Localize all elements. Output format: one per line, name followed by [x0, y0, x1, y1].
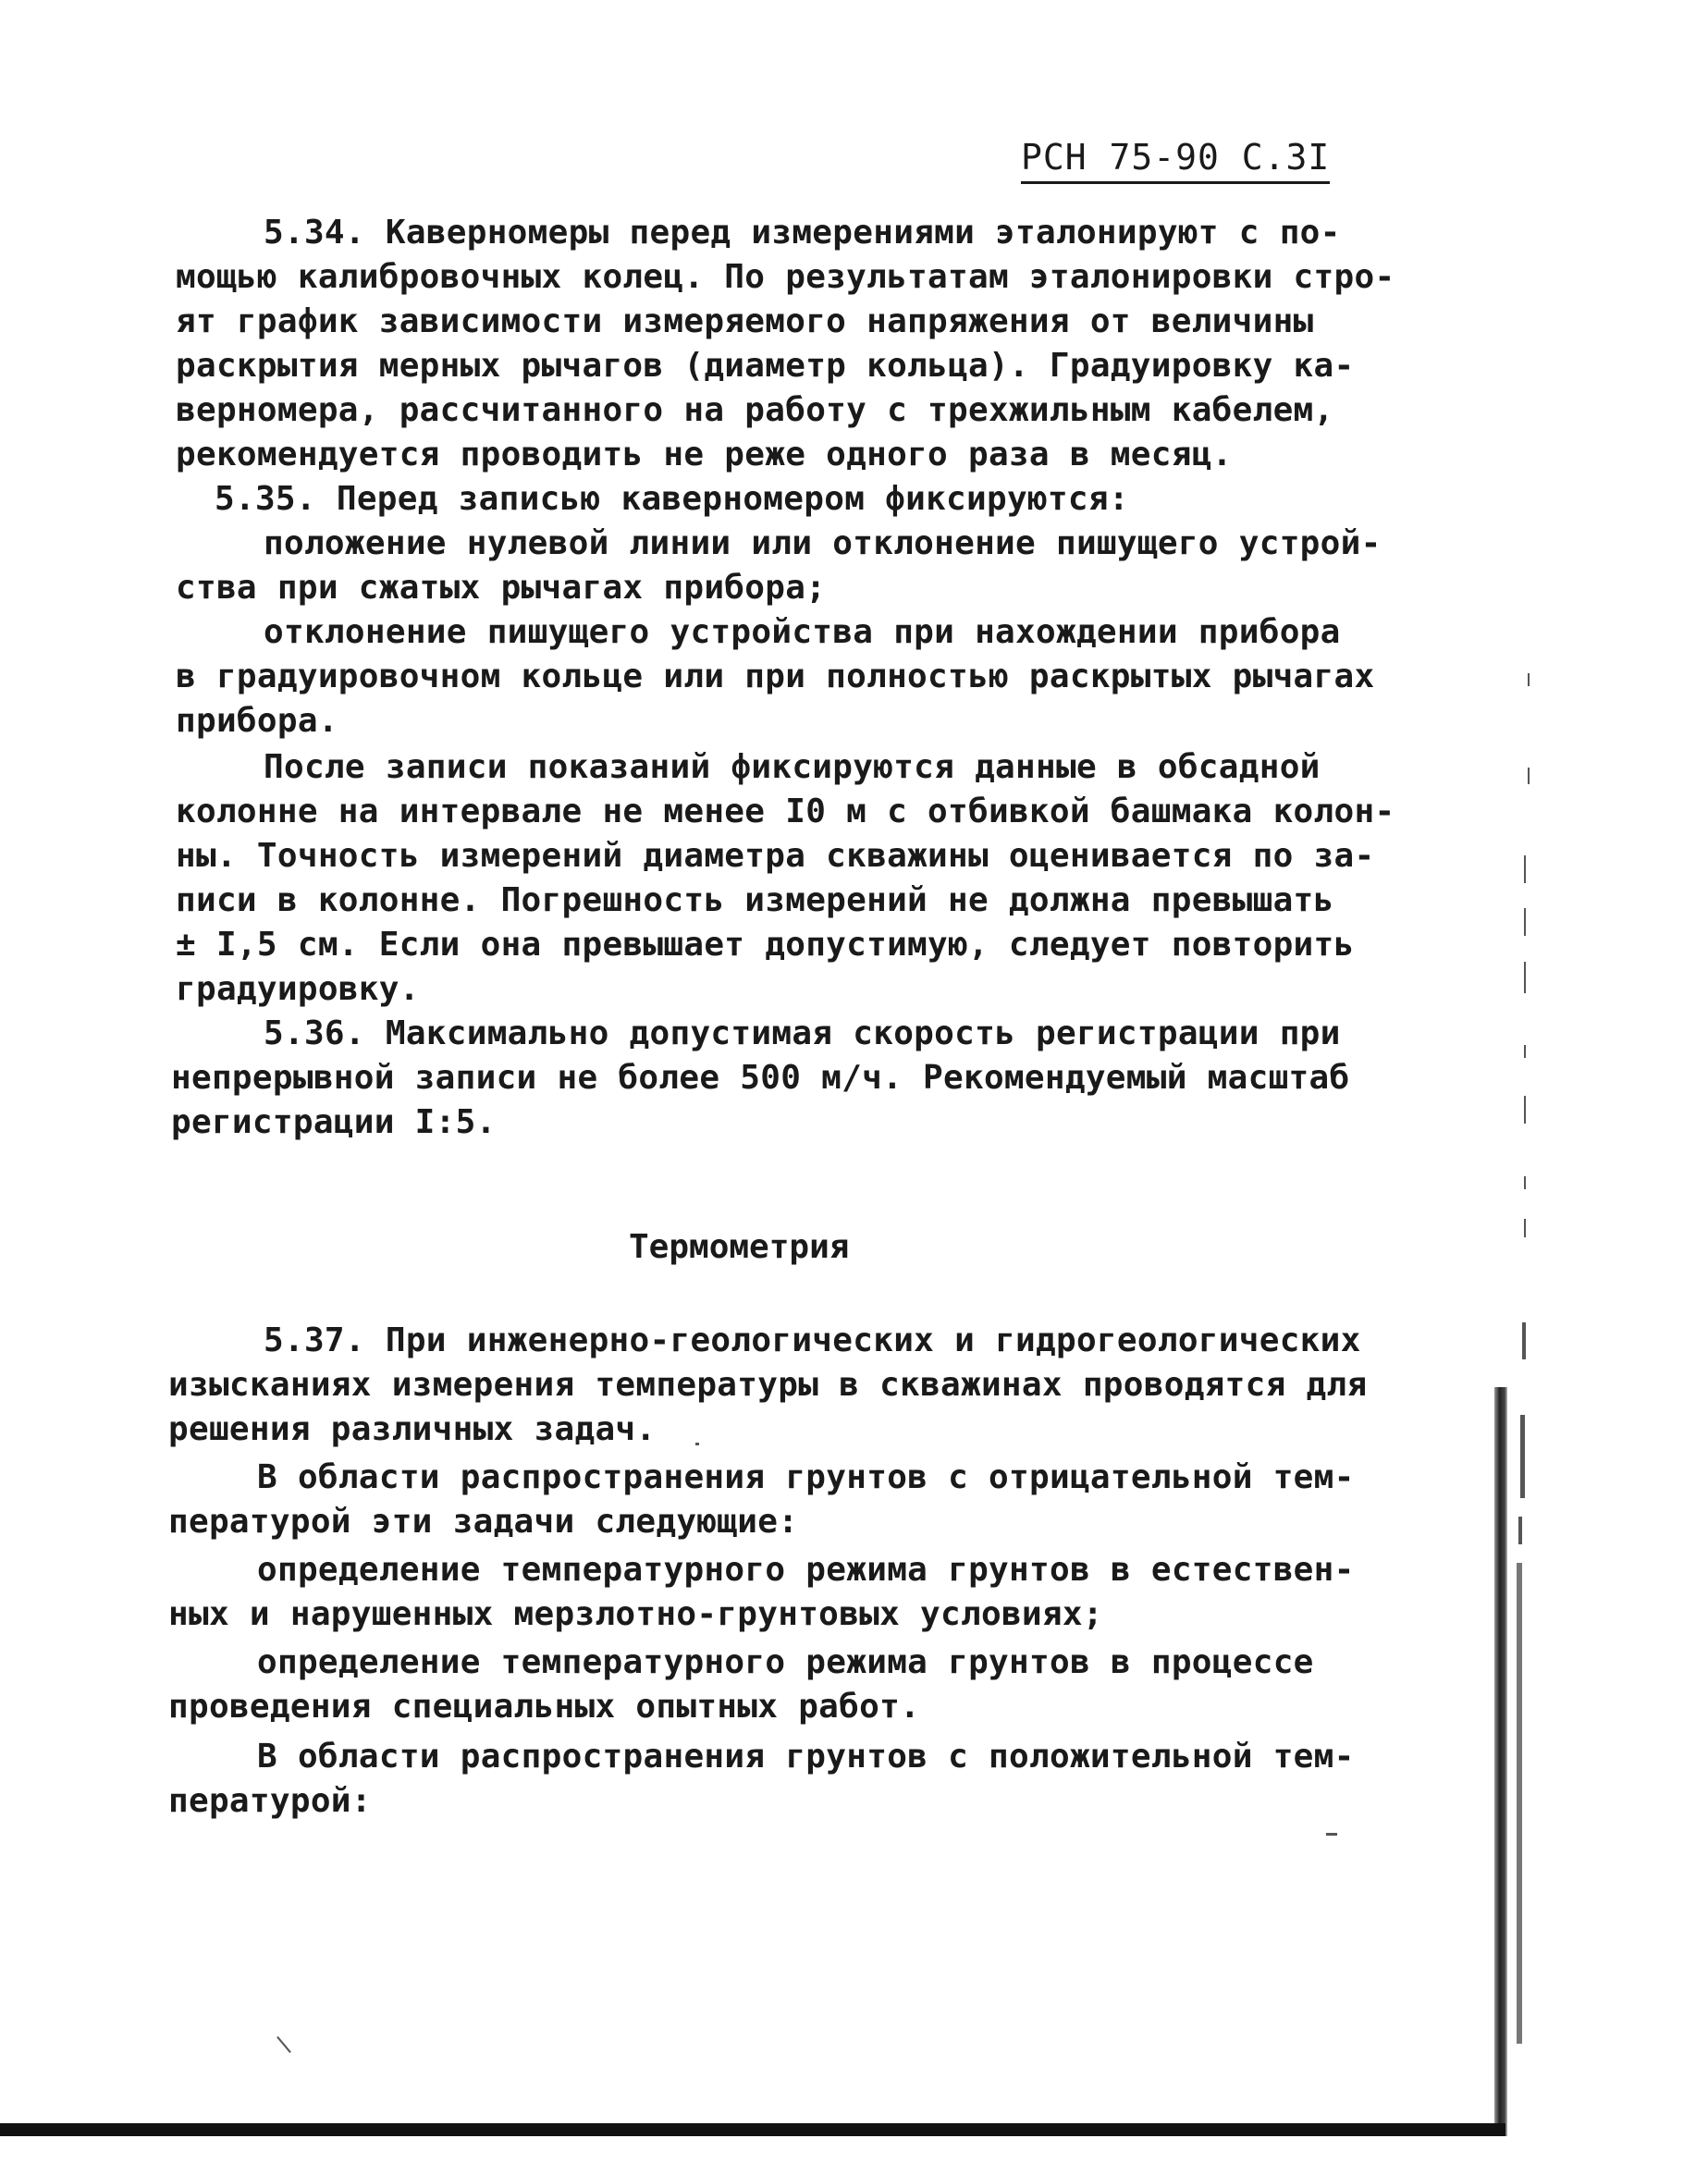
text-line: проведения специальных опытных работ.	[168, 1688, 921, 1726]
text-line: прибора.	[176, 702, 338, 740]
text-line: рекомендуется проводить не реже одного раза в месяц.	[176, 436, 1233, 473]
text-line: В области распространения грунтов с отрицательной тем-	[257, 1458, 1355, 1496]
scan-speck	[695, 1443, 699, 1445]
text-line: мощью калибровочных колец. По результатам эталонировки стро-	[176, 258, 1395, 296]
text-line: ят график зависимости измеряемого напряжения от величины	[176, 302, 1314, 340]
text-line: в градуировочном кольце или при полностью раскрытых рычагах	[176, 658, 1375, 695]
text-line: После записи показаний фиксируются данные в обсадной	[264, 748, 1321, 786]
text-line: изысканиях измерения температуры в скважинах проводятся для	[168, 1366, 1368, 1404]
text-line: пературой эти задачи следующие:	[168, 1503, 799, 1541]
text-line: решения различных задач.	[168, 1410, 657, 1448]
text-line: ных и нарушенных мерзлотно-грунтовых условиях;	[168, 1595, 1103, 1633]
scan-speck	[1326, 1833, 1337, 1836]
scan-speck	[1524, 962, 1526, 993]
text-line: В области распространения грунтов с положительной тем-	[257, 1738, 1355, 1776]
text-line: верномера, рассчитанного на работу с трехжильным кабелем,	[176, 391, 1334, 429]
text-line: положение нулевой линии или отклонение пишущего устрой-	[264, 524, 1382, 562]
text-line: определение температурного режима грунтов в процессе	[257, 1643, 1314, 1681]
scan-speck	[1517, 1563, 1522, 2044]
scan-speck	[1518, 1517, 1522, 1544]
scan-speck	[1524, 908, 1526, 936]
section-heading: Термометрия	[629, 1228, 850, 1266]
scan-edge-shadow	[1494, 1387, 1507, 2136]
scan-speck	[1524, 855, 1526, 883]
text-line: 5.34. Каверномеры перед измерениями эталонируют с по-	[264, 214, 1341, 252]
text-line: отклонение пишущего устройства при нахождении прибора	[264, 613, 1341, 651]
page-reference: РСН 75-90 С.3I	[1021, 137, 1330, 184]
scan-speck	[1524, 1096, 1526, 1124]
scan-bottom-border	[0, 2123, 1505, 2136]
scan-speck	[276, 2036, 291, 2053]
text-line: раскрытия мерных рычагов (диаметр кольца). Градуировку ка-	[176, 347, 1355, 385]
text-line: определение температурного режима грунтов в естествен-	[257, 1551, 1355, 1589]
scan-speck	[1524, 1045, 1526, 1058]
text-line: 5.37. При инженерно-геологических и гидрогеологических	[264, 1321, 1361, 1359]
scan-speck	[1528, 768, 1530, 784]
text-line: регистрации I:5.	[171, 1103, 497, 1141]
scan-speck	[1522, 1322, 1526, 1359]
text-line: 5.36. Максимально допустимая скорость регистрации при	[264, 1014, 1341, 1052]
text-line: ства при сжатых рычагах прибора;	[176, 569, 827, 607]
text-line: писи в колонне. Погрешность измерений не должна превышать	[176, 881, 1334, 919]
text-line: ± I,5 см. Если она превышает допустимую, следует повторить	[176, 926, 1355, 964]
scan-speck	[1524, 1219, 1526, 1237]
text-line: ны. Точность измерений диаметра скважины оценивается по за-	[176, 837, 1375, 875]
text-line: непрерывной записи не более 500 м/ч. Рекомендуемый масштаб	[171, 1059, 1350, 1097]
text-line: градуировку.	[176, 970, 420, 1008]
text-line: 5.35. Перед записью каверномером фиксируются:	[215, 480, 1129, 518]
text-line: пературой:	[168, 1782, 372, 1820]
scan-speck	[1524, 1176, 1526, 1189]
scan-speck	[1528, 673, 1530, 686]
scan-speck	[1520, 1415, 1525, 1498]
text-line: колонне на интервале не менее I0 м с отбивкой башмака колон-	[176, 793, 1395, 830]
